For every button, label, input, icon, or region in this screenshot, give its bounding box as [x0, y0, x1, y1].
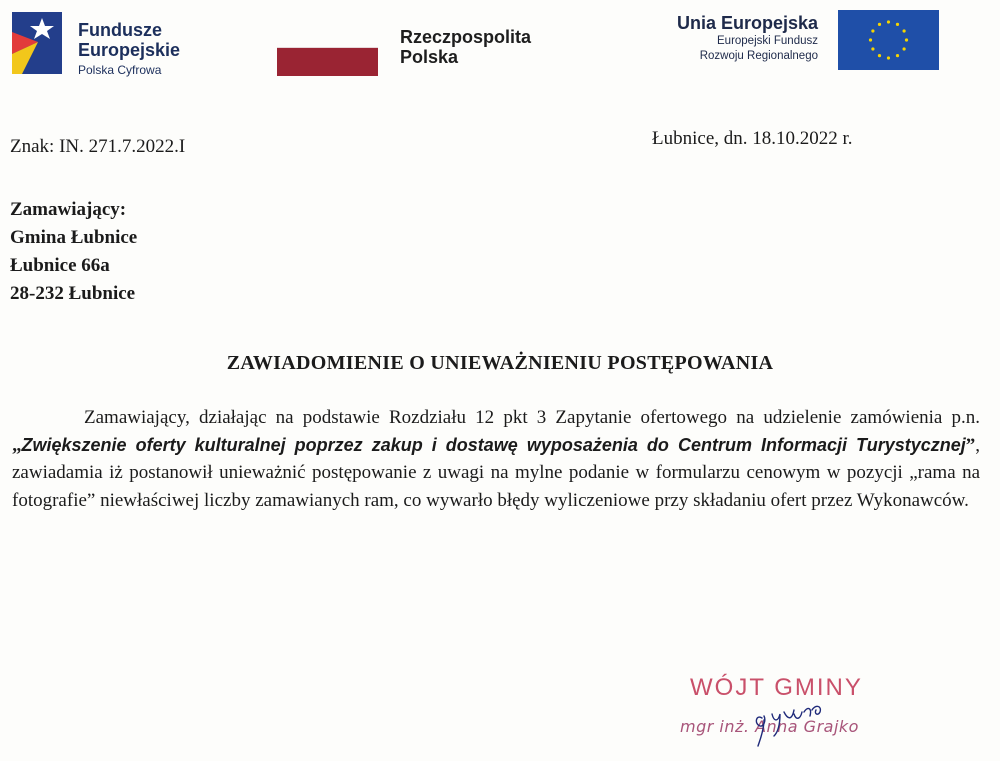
fundusze-europejskie-logo-icon	[12, 12, 62, 74]
place-and-date: Łubnice, dn. 18.10.2022 r.	[652, 128, 853, 149]
buyer-block	[10, 196, 137, 308]
quote-open: „	[12, 434, 22, 456]
buyer-name: Gmina Łubnice	[10, 227, 138, 248]
polish-flag-icon	[277, 47, 378, 76]
stamp-title: WÓJT GMINY	[690, 674, 863, 701]
body-paragraph	[12, 404, 980, 514]
fe-line2: Europejskie	[78, 40, 181, 60]
handwritten-signature-icon	[748, 690, 838, 752]
eu-title: Unia Europejska	[676, 13, 818, 33]
procurement-title: Zwiększenie oferty kulturalnej poprzez zakup i dostawę wyposażenia do Centrum Informacji Turystycznej	[21, 434, 966, 455]
quote-close: ”	[965, 434, 976, 456]
document-reference: Znak: IN. 271.7.2022.I	[10, 136, 186, 157]
buyer-address-line2: 28-232 Łubnice	[10, 283, 136, 304]
fundusze-europejskie-wordmark	[78, 20, 180, 77]
body-part2: , zawiadamia iż postanowił unieważnić postępowanie z uwagi na mylne podanie w formularzu cenowym w pozycji „rama na fotografie” niewłaściwej liczby zamawianych ram, co wywarło błędy wyliczeniowe przy składaniu ofert przez Wykonawców.	[12, 434, 980, 511]
fe-line1: Fundusze	[78, 20, 162, 40]
pl-line1: Rzeczpospolita	[400, 27, 532, 47]
eu-sub1: Europejski Fundusz	[717, 35, 818, 47]
fe-subtitle: Polska Cyfrowa	[78, 63, 162, 77]
buyer-label: Zamawiający:	[10, 199, 127, 220]
buyer-address-line1: Łubnice 66a	[10, 255, 110, 276]
eu-flag-icon	[838, 10, 939, 70]
unia-europejska-wordmark	[620, 12, 818, 64]
document-heading: ZAWIADOMIENIE O UNIEWAŻNIENIU POSTĘPOWANIA	[226, 352, 774, 374]
eu-sub2: Rozwoju Regionalnego	[699, 50, 818, 62]
rzeczpospolita-polska-wordmark	[400, 27, 531, 67]
stamp-name: mgr inż. Anna Grajko	[680, 717, 859, 736]
body-part1: Zamawiający, działając na podstawie Rozdziału 12 pkt 3 Zapytanie ofertowego na udzielenie zamówienia p.n.	[84, 407, 980, 428]
pl-line2: Polska	[400, 47, 459, 67]
